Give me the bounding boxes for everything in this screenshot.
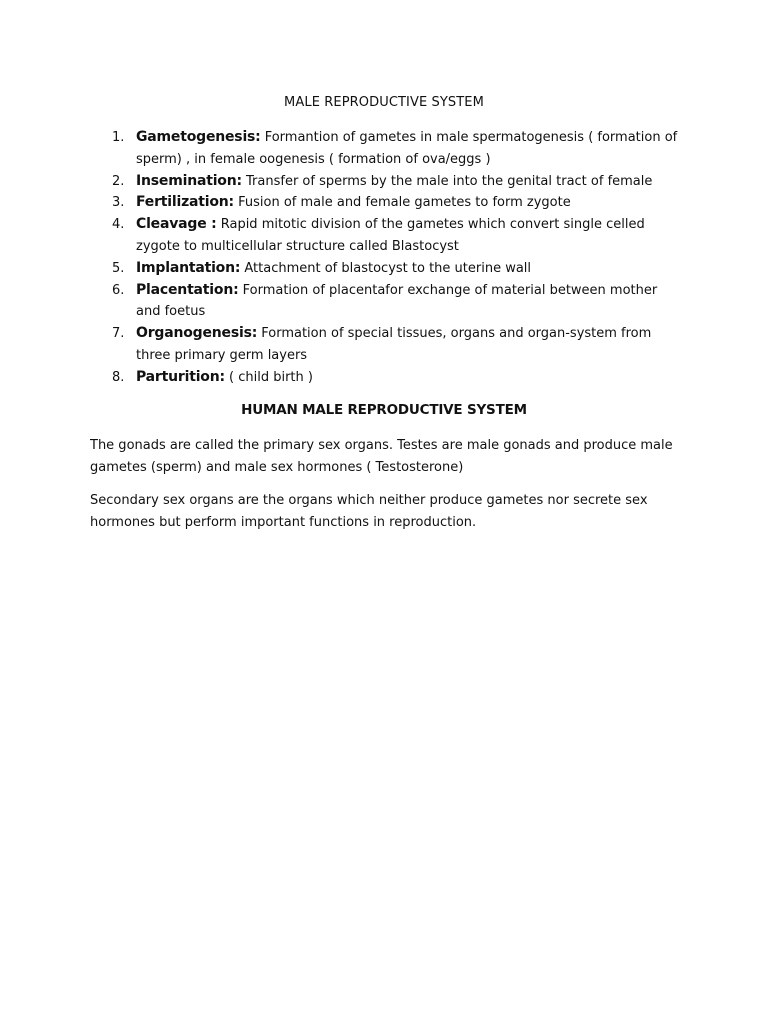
list-item bbox=[90, 192, 678, 214]
list-item-text: Rapid mitotic division of the gametes which convert single celled zygote to multicellular structure called Blastocyst bbox=[136, 217, 645, 254]
list-item bbox=[90, 280, 678, 324]
list-item-number: 5. bbox=[112, 260, 125, 276]
list-item-term: Organogenesis: bbox=[136, 325, 258, 342]
list-item-term: Gametogenesis: bbox=[136, 129, 261, 145]
list-item-term: Implantation: bbox=[136, 259, 241, 276]
list-item-term: Insemination: bbox=[136, 172, 242, 189]
list-item-number: 6. bbox=[112, 282, 125, 298]
paragraph-secondary-sex-organs: Secondary sex organs are the organs which neither produce gametes nor secrete sex hormones but perform important functions in reproduction. bbox=[90, 493, 648, 530]
reproduction-steps-list bbox=[90, 127, 678, 389]
list-item-text: Formantion of gametes in male spermatogenesis ( formation of sperm) , in female oogenesis ( formation of ova/eggs ) bbox=[136, 130, 678, 167]
list-item-text: Formation of special tissues, organs and organ-system from three primary germ layers bbox=[136, 326, 652, 363]
list-item-text: Transfer of sperms by the male into the genital tract of female bbox=[241, 173, 653, 189]
list-item bbox=[90, 258, 678, 280]
list-item-text: ( child birth ) bbox=[224, 369, 313, 385]
list-item bbox=[90, 214, 678, 258]
list-item-number: 3. bbox=[112, 195, 125, 211]
list-item-term: Parturition: bbox=[136, 368, 225, 385]
section-heading: HUMAN MALE REPRODUCTIVE SYSTEM bbox=[241, 402, 527, 418]
list-item-number: 1. bbox=[112, 130, 125, 145]
list-item-number: 8. bbox=[112, 369, 125, 385]
list-item-term: Fertilization: bbox=[136, 194, 234, 211]
list-item bbox=[90, 127, 678, 171]
list-item-term: Placentation: bbox=[136, 281, 239, 298]
paragraph-primary-sex-organs: The gonads are called the primary sex organs. Testes are male gonads and produce male gametes (sperm) and male sex hormones ( Testosterone) bbox=[90, 438, 673, 475]
list-item-number: 7. bbox=[112, 326, 125, 342]
list-item-text: Attachment of blastocyst to the uterine wall bbox=[240, 260, 532, 276]
document-title: MALE REPRODUCTIVE SYSTEM bbox=[284, 95, 484, 110]
list-item-term: Cleavage : bbox=[136, 216, 217, 233]
list-item bbox=[90, 323, 678, 367]
list-item bbox=[90, 171, 678, 193]
list-item-number: 4. bbox=[112, 217, 125, 233]
list-item-text: Formation of placentafor exchange of material between mother and foetus bbox=[136, 282, 658, 320]
list-item bbox=[90, 367, 678, 389]
list-item-text: Fusion of male and female gametes to form zygote bbox=[233, 195, 571, 211]
list-item-number: 2. bbox=[112, 173, 125, 189]
